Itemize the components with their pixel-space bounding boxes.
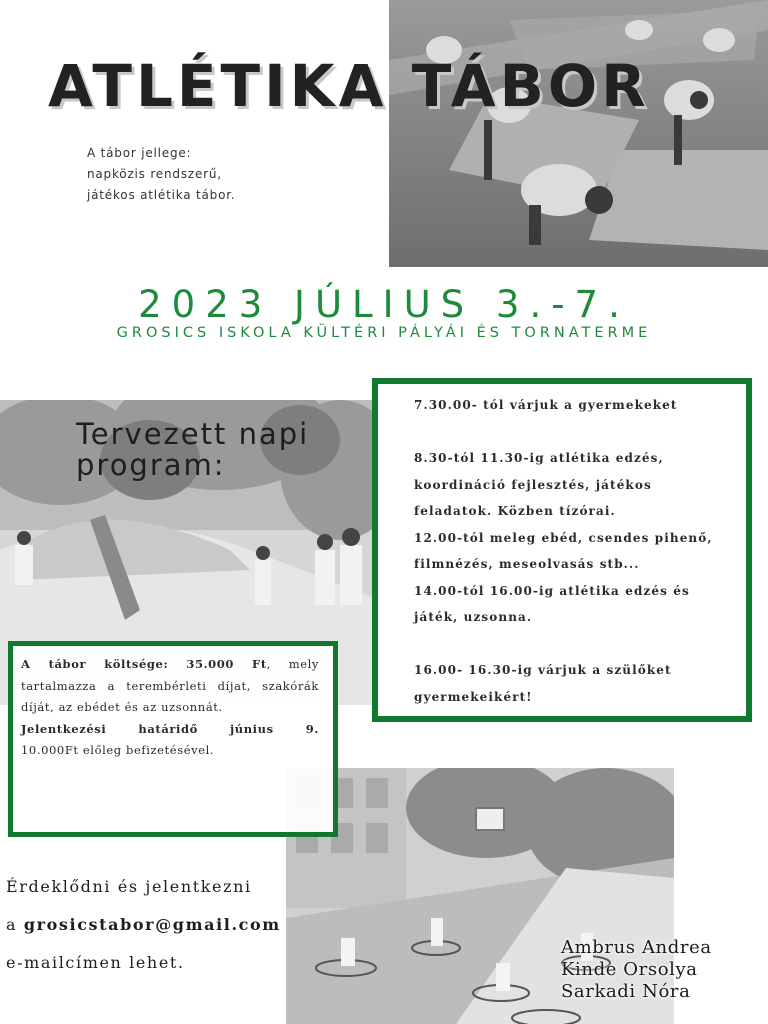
camp-type-text <box>87 143 236 206</box>
photo-stretching <box>389 0 768 267</box>
cost-label: A tábor költsége: 35.000 Ft <box>21 657 267 671</box>
cost-paragraph <box>21 654 319 719</box>
camp-type-line: játékos atlétika tábor. <box>87 188 236 202</box>
camp-type-line: A tábor jellege: <box>87 146 192 160</box>
contact-info <box>6 868 281 982</box>
event-venue: GROSICS ISKOLA KÜLTÉRI PÁLYÁI ÉS TORNATERME <box>116 325 652 341</box>
organizers-list <box>561 937 712 1003</box>
organizer-name: Sarkadi Nóra <box>561 981 691 1002</box>
event-date: 2023 JÚLIUS 3.-7. <box>138 283 630 326</box>
contact-email[interactable]: grosicstabor@gmail.com <box>23 915 281 934</box>
schedule-item: 14.00-tól 16.00-ig atlétika edzés és játék, uzsonna. <box>414 583 690 624</box>
camp-type-line: napközis rendszerű, <box>87 167 222 181</box>
deadline-label-text: Jelentkezési határidő június 9. <box>21 721 319 736</box>
contact-line: e-mailcímen lehet. <box>6 953 185 972</box>
program-heading-line: program: <box>76 448 226 482</box>
page-title: ATLÉTIKA TÁBOR <box>48 52 650 120</box>
organizer-name: Kinde Orsolya <box>561 959 698 980</box>
contact-email-line <box>6 906 281 944</box>
deadline-text: 10.000Ft előleg befizetésével. <box>21 743 215 757</box>
contact-line: Érdeklődni és jelentkezni <box>6 877 252 896</box>
program-heading <box>76 419 309 481</box>
schedule-item: 12.00-tól meleg ebéd, csendes pihenő, filmnézés, meseolvasás stb... <box>414 530 713 571</box>
schedule-item: 16.00- 16.30-ig várjuk a szülőket gyermekeikért! <box>414 663 672 704</box>
cost-info-box <box>8 641 338 837</box>
contact-prefix: a <box>6 915 24 934</box>
schedule-item: 7.30.00- tól várjuk a gyermekeket <box>414 398 678 412</box>
deadline-label <box>21 719 319 741</box>
organizer-name: Ambrus Andrea <box>561 937 712 958</box>
program-heading-line: Tervezett napi <box>76 417 310 451</box>
cost-text: , mely tartalmazza a terembérleti díjat, szakórák díját, az ebédet és az uzsonnát. <box>21 657 320 714</box>
daily-schedule-box <box>372 378 752 722</box>
schedule-item: 8.30-tól 11.30-ig atlétika edzés, koordináció fejlesztés, játékos feladatok. Közben tízórai. <box>414 451 664 518</box>
